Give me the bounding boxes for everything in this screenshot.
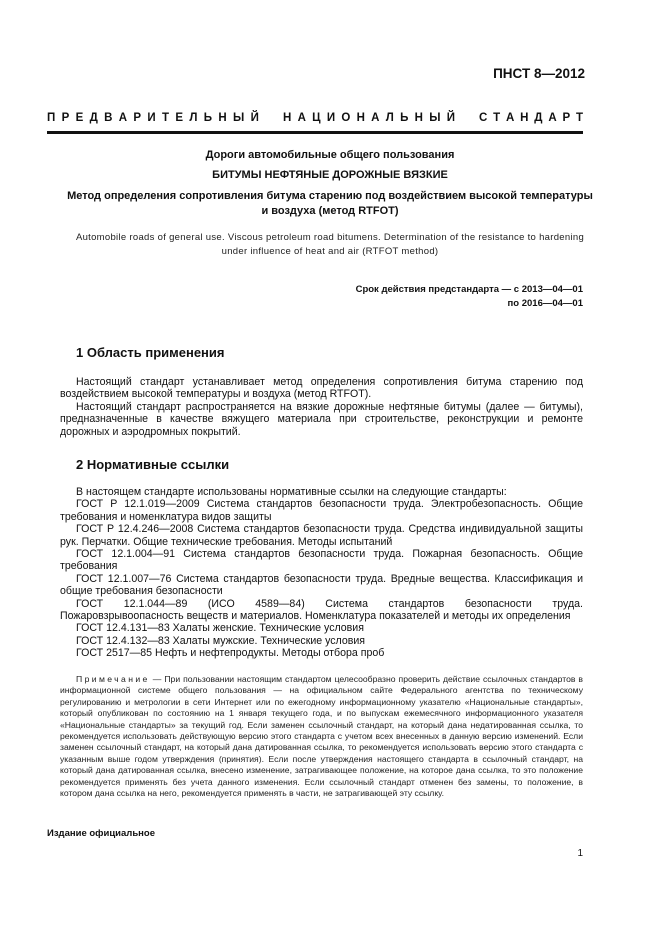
reference-item: ГОСТ Р 12.4.246—2008 Система стандартов безопасности труда. Средства индивидуальной защиты рук. Перчатки. Общие технические требования. Методы испытаний [60,523,583,548]
document-code: ПНСТ 8—2012 [493,66,585,81]
standard-banner [47,112,583,124]
section-1-body [60,376,583,438]
reference-item: ГОСТ Р 12.1.019—2009 Система стандартов безопасности труда. Электробезопасность. Общие требования и номенклатура видов защиты [60,498,583,523]
title-method-line-2: и воздуха (метод RTFOT) [261,205,399,217]
validity-line-2: по 2016—04—01 [507,298,583,309]
section-1-paragraph-2: Настоящий стандарт распространяется на вязкие дорожные нефтяные битумы (далее — битумы), предназначенные в качестве вяжущего материала при строительстве, реконструкции и ремонте дорожных и аэродромных покрытий. [60,400,583,438]
page-number: 1 [577,848,583,859]
reference-item: ГОСТ 12.4.131—83 Халаты женские. Технические условия [76,622,364,635]
title-method [40,189,620,219]
note-label: Примечание [76,674,150,684]
reference-item: ГОСТ 12.4.132—83 Халаты мужские. Технические условия [76,634,366,647]
title-group: Дороги автомобильные общего пользования [205,149,455,161]
header-rule [47,131,583,134]
title-english-line-2: under influence of heat and air (RTFOT method) [221,246,439,257]
title-method-line-1: Метод определения сопротивления битума старению под воздействием высокой температуры [67,190,593,202]
title-english [60,231,600,259]
validity-period [356,283,583,311]
section-2-intro: В настоящем стандарте использованы нормативные ссылки на следующие стандарты: [76,486,507,498]
note-paragraph [60,674,583,799]
section-1-paragraph-1: Настоящий стандарт устанавливает метод определения сопротивления битума старению под воздействием высокой температуры и воздуха (метод RTFOT). [60,376,583,401]
section-2-heading: 2 Нормативные ссылки [76,457,230,472]
banner-word-1: П Р Е Д В А Р И Т Е Л Ь Н Ы Й [47,112,259,124]
reference-item: ГОСТ 2517—85 Нефть и нефтепродукты. Методы отбора проб [76,647,385,660]
note-text: — При пользовании настоящим стандартом целесообразно проверить действие ссылочных стандартов в информационной системе общего пользования — на официальном сайте Федерального агентства по техническому регулированию и метрологии в сети Интернет или по ежегодному информационному указателю «Национальные стандарты», который опубликован по состоянию на 1 января текущего года, и по выпускам ежемесячного информационного указателя «Национальные стандарты» за текущий год. Если заменен ссылочный стандарт, на который дана недатированная ссылка, то рекомендуется использовать действующую версию этого стандарта с учетом всех внесенных в данную версию изменений. Если заменен ссылочный стандарт, на который дана датированная ссылка, то рекомендуется использовать версию этого стандарта с указанным выше годом утверждения (принятия). Если после утверждения настоящего стандарта в ссылочный стандарт, на который дана датированная ссылка, внесено изменение, затрагивающее положение, на которое дана ссылка, то это положение рекомендуется применять без учета данного изменения. Если ссылочный стандарт отменен без замены, то положение, в котором дана ссылка на него, рекомендуется применять в части, не затрагивающей эту ссылку. [60,674,583,799]
banner-word-2: Н А Ц И О Н А Л Ь Н Ы Й [283,112,455,124]
section-1-heading: 1 Область применения [76,345,225,360]
reference-item: ГОСТ 12.1.004—91 Система стандартов безопасности труда. Пожарная безопасность. Общие требования [60,548,583,573]
banner-word-3: С Т А Н Д А Р Т [479,112,583,124]
reference-item: ГОСТ 12.1.007—76 Система стандартов безопасности труда. Вредные вещества. Классификация и общие требования безопасности [60,572,583,598]
reference-item: ГОСТ 12.1.044—89 (ИСО 4589—84) Система стандартов безопасности труда. Пожаровзрывоопасность веществ и материалов. Номенклатура показателей и методы их определения [60,597,583,623]
title-subject: БИТУМЫ НЕФТЯНЫЕ ДОРОЖНЫЕ ВЯЗКИЕ [212,169,448,181]
note-block [60,674,583,799]
section-2-body [60,486,583,660]
title-english-line-1: Automobile roads of general use. Viscous petroleum road bitumens. Determination of the resistance to hardening [75,232,585,243]
validity-line-1: Срок действия предстандарта — с 2013—04—01 [355,284,583,295]
official-edition: Издание официальное [47,828,155,839]
